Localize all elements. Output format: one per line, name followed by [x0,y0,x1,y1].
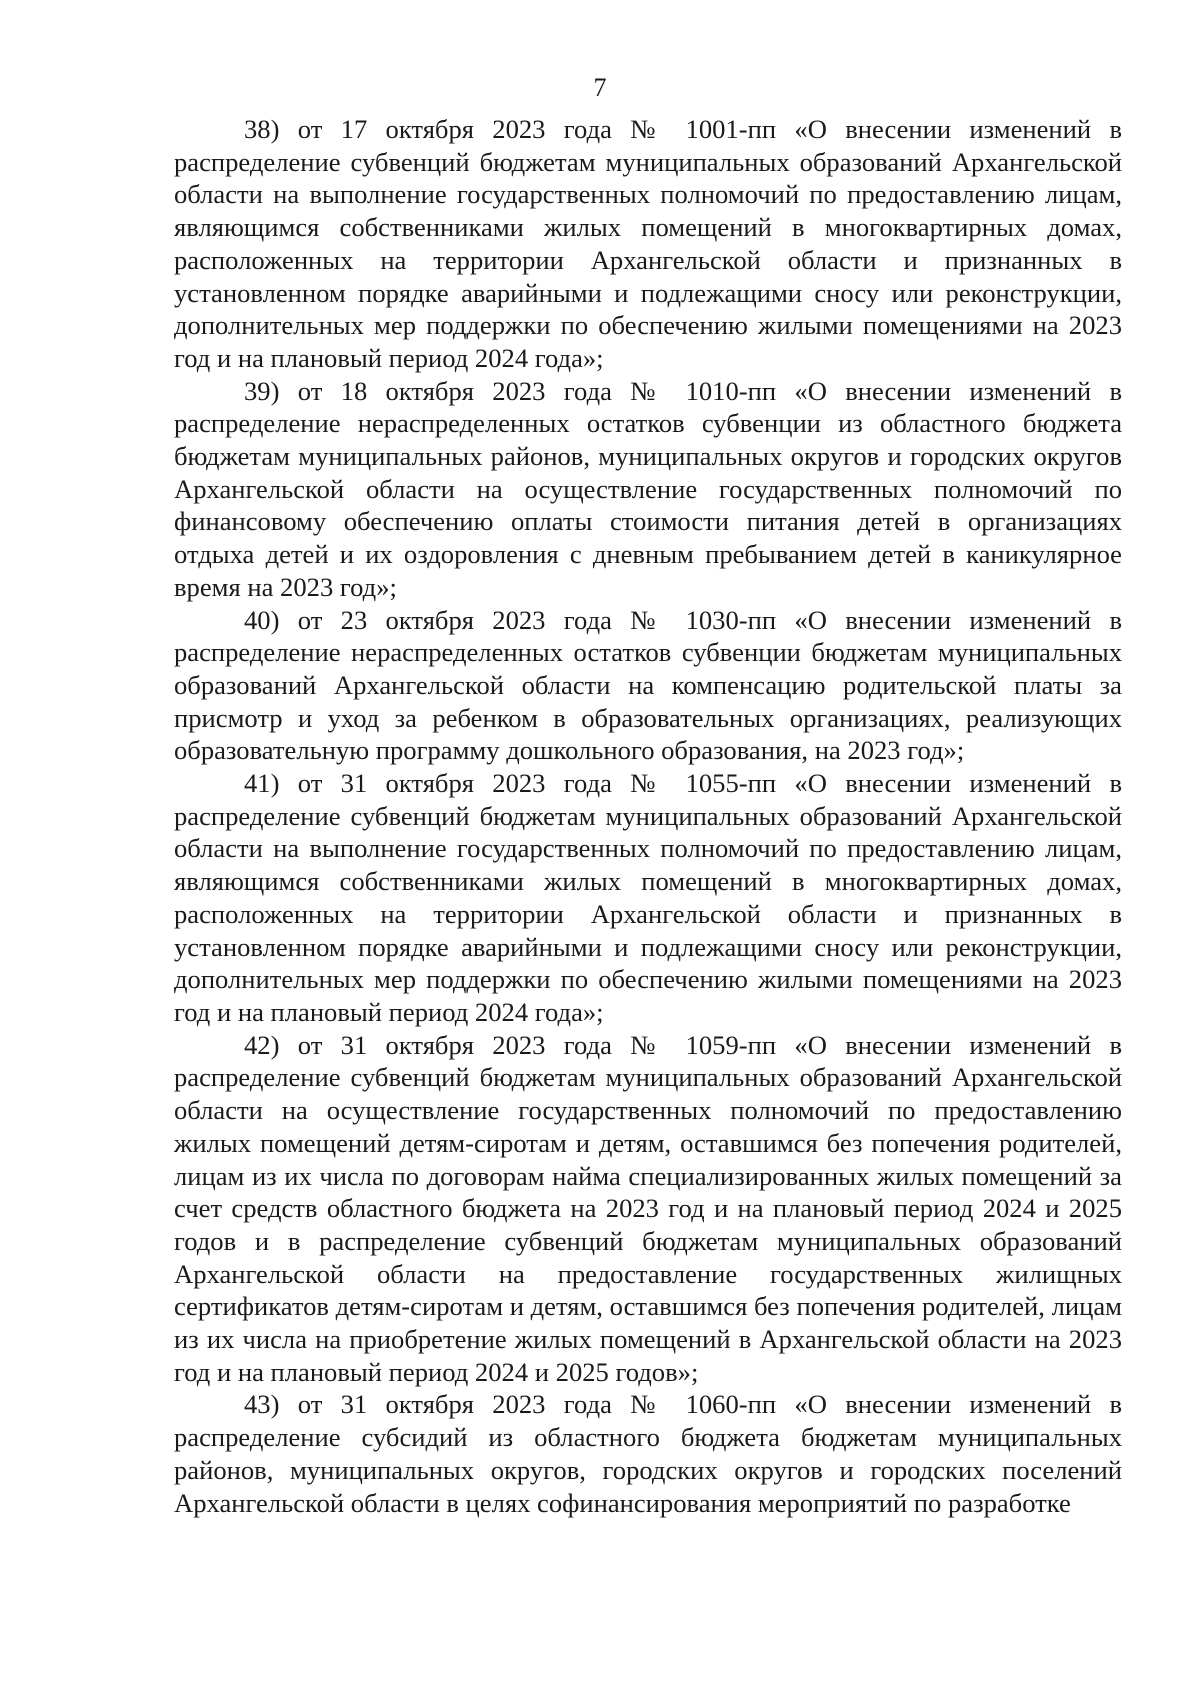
list-item-42: 42) от 31 октября 2023 года № 1059-пп «О внесении изменений в распределение субвенций бюджетам муниципальных образований Архангельской области на осуществление государственных полномочий по предоставлению жилых помещений детям-сиротам и детям, оставшимся без попечения родителей, лицам из их числа по договорам найма специализированных жилых помещений за счет средств областного бюджета на 2023 год и на плановый период 2024 и 2025 годов и в распределение субвенций бюджетам муниципальных образований Архангельской области на предоставление государственных жилищных сертификатов детям-сиротам и детям, оставшимся без попечения родителей, лицам из их числа на приобретение жилых помещений в Архангельской области на 2023 год и на плановый период 2024 и 2025 годов»; [174,1029,1122,1387]
document-body [174,113,1122,1519]
page-number: 7 [593,73,607,102]
list-item-43: 43) от 31 октября 2023 года № 1060-пп «О внесении изменений в распределение субсидий из областного бюджета бюджетам муниципальных районов, муниципальных округов, городских округов и городских поселений Архангельской области в целях софинансирования мероприятий по разработке [174,1389,1122,1518]
list-item-38: 38) от 17 октября 2023 года № 1001-пп «О внесении изменений в распределение субвенций бюджетам муниципальных образований Архангельской области на выполнение государственных полномочий по предоставлению лицам, являющимся собственниками жилых помещений в многоквартирных домах, расположенных на территории Архангельской области и признанных в установленном порядке аварийными и подлежащими сносу или реконструкции, дополнительных мер поддержки по обеспечению жилыми помещениями на 2023 год и на плановый период 2024 года»; [174,114,1122,373]
list-item-41: 41) от 31 октября 2023 года № 1055-пп «О внесении изменений в распределение субвенций бюджетам муниципальных образований Архангельской области на выполнение государственных полномочий по предоставлению лицам, являющимся собственниками жилых помещений в многоквартирных домах, расположенных на территории Архангельской области и признанных в установленном порядке аварийными и подлежащими сносу или реконструкции, дополнительных мер поддержки по обеспечению жилыми помещениями на 2023 год и на плановый период 2024 года»; [174,768,1122,1027]
list-item-39: 39) от 18 октября 2023 года № 1010-пп «О внесении изменений в распределение нераспределенных остатков субвенции из областного бюджета бюджетам муниципальных районов, муниципальных округов и городских округов Архангельской области на осуществление государственных полномочий по финансовому обеспечению оплаты стоимости питания детей в организациях отдыха детей и их оздоровления с дневным пребыванием детей в каникулярное время на 2023 год»; [174,375,1122,602]
list-item-40: 40) от 23 октября 2023 года № 1030-пп «О внесении изменений в распределение нераспределенных остатков субвенции бюджетам муниципальных образований Архангельской области на компенсацию родительской платы за присмотр и уход за ребенком в образовательных организациях, реализующих образовательную программу дошкольного образования, на 2023 год»; [174,604,1122,766]
